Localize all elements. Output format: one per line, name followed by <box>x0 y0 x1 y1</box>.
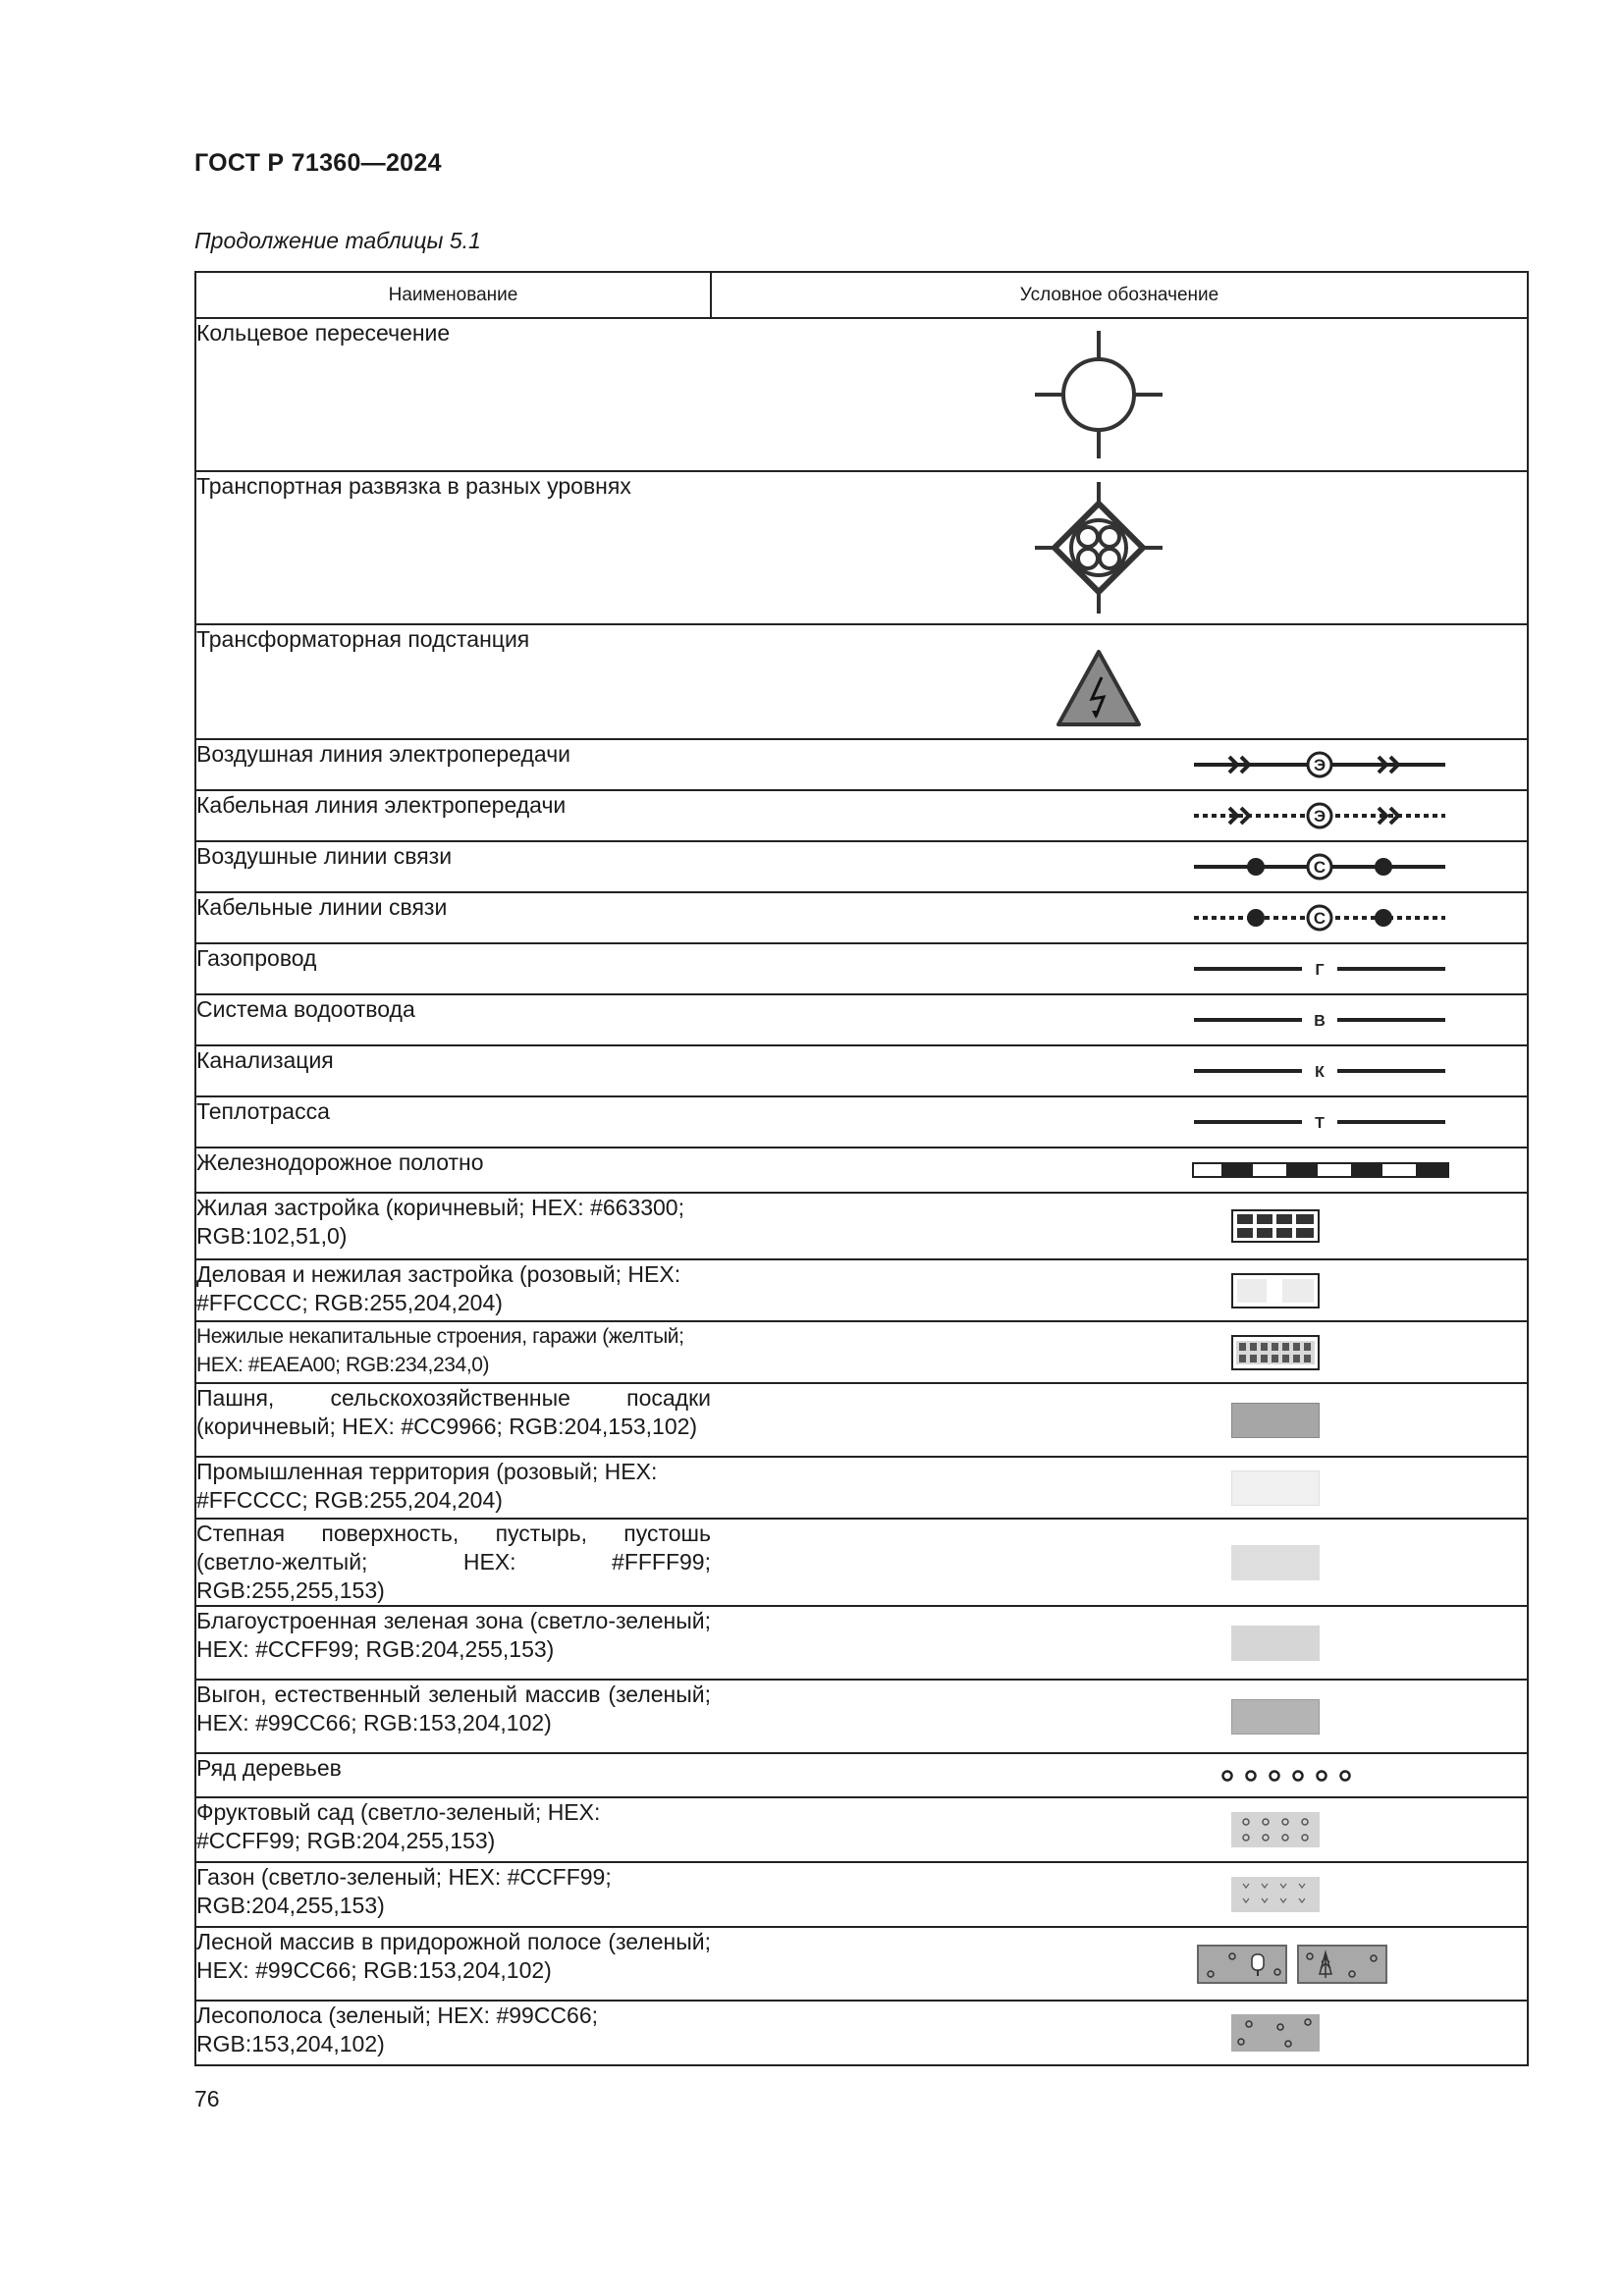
table-row <box>195 1606 1528 1680</box>
row-name: Железнодорожное полотно <box>195 1148 711 1193</box>
table-row <box>195 1862 1528 1927</box>
symbol-cell <box>711 739 1528 790</box>
row-name: Степная поверхность, пустырь, пустошь (светло-желтый; HEX: #FFFF99; RGB:255,255,153) <box>195 1519 711 1606</box>
table-row <box>195 2001 1528 2065</box>
row-name: Деловая и нежилая застройка (розовый; HEX: #FFCCCC; RGB:255,204,204) <box>195 1259 711 1321</box>
symbols-table <box>194 271 1529 2066</box>
sewer-icon <box>1192 1056 1447 1086</box>
page-number: 76 <box>194 2086 220 2111</box>
symbol-cell <box>711 1519 1528 1606</box>
row-name: Нежилые некапитальные строения, гаражи (желтый; HEX: #EAEA00; RGB:234,234,0) <box>195 1321 711 1383</box>
symbol-cell <box>711 1383 1528 1457</box>
row-name: Выгон, естественный зеленый массив (зеленый; HEX: #99CC66; RGB:153,204,102) <box>195 1680 711 1753</box>
table-row <box>195 943 1528 994</box>
table-row <box>195 318 1528 471</box>
row-name: Благоустроенная зеленая зона (светло-зеленый; HEX: #CCFF99; RGB:204,255,153) <box>195 1606 711 1680</box>
symbol-cell <box>711 1680 1528 1753</box>
table-caption: Продолжение таблицы 5.1 <box>194 228 481 253</box>
table-row <box>195 1753 1528 1797</box>
drainage-icon <box>1192 1005 1447 1035</box>
cable-power-line-icon <box>1192 801 1447 830</box>
row-name: Лесной массив в придорожной полосе (зеленый; HEX: #99CC66; RGB:153,204,102) <box>195 1927 711 2001</box>
table-row <box>195 892 1528 943</box>
table-row <box>195 471 1528 624</box>
symbol-cell <box>711 1045 1528 1096</box>
row-name: Теплотрасса <box>195 1096 711 1148</box>
row-name: Лесополоса (зеленый; HEX: #99CC66; RGB:153,204,102) <box>195 2001 711 2065</box>
document-id: ГОСТ Р 71360—2024 <box>194 149 442 177</box>
column-header-name: Наименование <box>195 272 711 318</box>
row-name: Газопровод <box>195 943 711 994</box>
symbol-cell <box>711 790 1528 841</box>
svg-text:Г: Г <box>1315 962 1325 979</box>
lawn-icon <box>1231 1877 1320 1912</box>
svg-text:К: К <box>1315 1064 1325 1081</box>
table-row <box>195 1193 1528 1259</box>
row-name: Пашня, сельскохозяйственные посадки (коричневый; HEX: #CC9966; RGB:204,153,102) <box>195 1383 711 1457</box>
symbol-cell <box>711 1753 1528 1797</box>
tree-row-icon <box>1219 1768 1357 1784</box>
table-row <box>195 1045 1528 1096</box>
symbol-cell <box>711 2001 1528 2065</box>
symbol-cell <box>711 1606 1528 1680</box>
gas-pipeline-icon <box>1192 954 1447 984</box>
symbol-cell <box>711 1321 1528 1383</box>
row-name: Ряд деревьев <box>195 1753 711 1797</box>
symbol-cell <box>711 1193 1528 1259</box>
row-name: Воздушные линии связи <box>195 841 711 892</box>
symbol-cell <box>711 1927 1528 2001</box>
row-name: Канализация <box>195 1045 711 1096</box>
row-name: Газон (светло-зеленый; HEX: #CCFF99; RGB:204,255,153) <box>195 1862 711 1927</box>
row-name: Система водоотвода <box>195 994 711 1045</box>
residential-icon <box>1231 1209 1320 1243</box>
roadside-forest-icon <box>1197 1945 1387 1984</box>
table-row <box>195 841 1528 892</box>
table-row <box>195 624 1528 739</box>
symbol-cell <box>711 471 1528 624</box>
heating-main-icon <box>1192 1107 1447 1137</box>
symbol-cell <box>711 892 1528 943</box>
row-name: Жилая застройка (коричневый; HEX: #663300; RGB:102,51,0) <box>195 1193 711 1259</box>
business-building-icon <box>1231 1273 1320 1308</box>
symbol-cell <box>711 318 1528 471</box>
table-row <box>195 1096 1528 1148</box>
row-name: Воздушная линия электропередачи <box>195 739 711 790</box>
symbol-cell <box>711 1457 1528 1519</box>
overhead-comm-line-icon <box>1192 852 1447 881</box>
table-row <box>195 1321 1528 1383</box>
table-row <box>195 1457 1528 1519</box>
symbol-cell <box>711 1148 1528 1193</box>
garages-icon <box>1231 1335 1320 1370</box>
svg-text:Э: Э <box>1313 756 1326 774</box>
symbol-cell <box>711 624 1528 739</box>
industrial-area-icon <box>1231 1470 1320 1506</box>
symbol-cell <box>711 1797 1528 1862</box>
table-row <box>195 994 1528 1045</box>
table-header-row <box>195 272 1528 318</box>
table-row <box>195 1927 1528 2001</box>
table-row <box>195 1259 1528 1321</box>
row-name: Трансформаторная подстанция <box>195 624 711 739</box>
symbol-cell <box>711 1096 1528 1148</box>
table-row <box>195 1680 1528 1753</box>
row-name: Фруктовый сад (светло-зеленый; HEX: #CCFF99; RGB:204,255,153) <box>195 1797 711 1862</box>
table-row <box>195 1148 1528 1193</box>
green-zone-icon <box>1231 1626 1320 1661</box>
symbol-cell <box>711 994 1528 1045</box>
row-name: Кабельная линия электропередачи <box>195 790 711 841</box>
table-row <box>195 1519 1528 1606</box>
orchard-icon <box>1231 1812 1320 1847</box>
forest-belt-icon <box>1231 2014 1320 2052</box>
table-row <box>195 1797 1528 1862</box>
svg-text:С: С <box>1313 909 1326 928</box>
symbol-cell <box>711 1862 1528 1927</box>
overhead-power-line-icon <box>1192 750 1447 779</box>
row-name: Транспортная развязка в разных уровнях <box>195 471 711 624</box>
row-name: Кабельные линии связи <box>195 892 711 943</box>
svg-text:В: В <box>1314 1013 1326 1030</box>
farmland-icon <box>1231 1403 1320 1438</box>
row-name: Кольцевое пересечение <box>195 318 711 471</box>
interchange-icon <box>1035 482 1163 614</box>
cable-comm-line-icon <box>1192 903 1447 933</box>
symbol-cell <box>711 841 1528 892</box>
table-row <box>195 739 1528 790</box>
symbol-cell <box>711 1259 1528 1321</box>
pasture-icon <box>1231 1699 1320 1735</box>
high-voltage-icon <box>1055 648 1143 728</box>
svg-text:Т: Т <box>1315 1115 1325 1132</box>
table-row <box>195 790 1528 841</box>
steppe-icon <box>1231 1545 1320 1580</box>
svg-text:Э: Э <box>1313 807 1326 826</box>
railway-icon <box>1192 1162 1449 1178</box>
column-header-symbol: Условное обозначение <box>711 272 1528 318</box>
symbol-cell <box>711 943 1528 994</box>
roundabout-icon <box>1035 331 1163 458</box>
row-name: Промышленная территория (розовый; HEX: #FFCCCC; RGB:255,204,204) <box>195 1457 711 1519</box>
table-row <box>195 1383 1528 1457</box>
svg-text:С: С <box>1313 858 1326 877</box>
